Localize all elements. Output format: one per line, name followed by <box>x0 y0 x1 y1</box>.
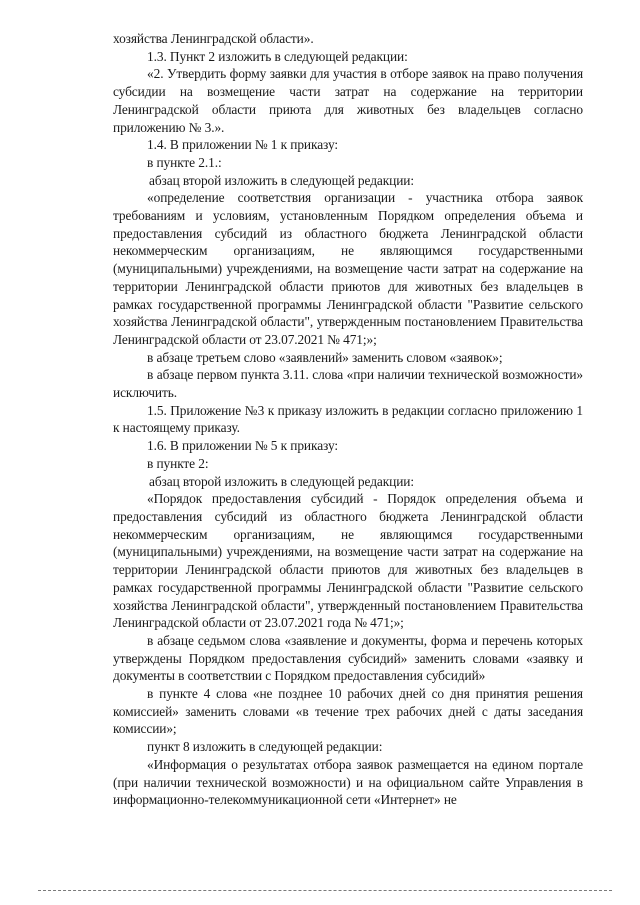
paragraph-point-4: в пункте 4 слова «не позднее 10 рабочих дней со дня принятия решения комиссией» заменить словами «в течение трех рабочих дней с даты заседания комиссии»; <box>113 686 583 737</box>
paragraph-item-1-4: 1.4. В приложении № 1 к приказу: <box>147 137 338 153</box>
bottom-rule <box>38 890 612 891</box>
paragraph-point-8: пункт 8 изложить в следующей редакции: <box>147 739 383 755</box>
paragraph-point-2: в пункте 2: <box>147 455 209 471</box>
paragraph-item-2-quote: «2. Утвердить форму заявки для участия в отборе заявок на право получения субсидии на возмещение части затрат на содержание на территории Ленинградской области приюта для животных без владельцев согласно приложению № 3.». <box>113 66 583 135</box>
paragraph-point-2-1: в пункте 2.1.: <box>147 154 222 170</box>
paragraph-second-abzac-2: абзац второй изложить в следующей редакции: <box>149 473 414 489</box>
paragraph-item-1-3: 1.3. Пункт 2 изложить в следующей редакции: <box>147 48 408 64</box>
paragraph-item-1-6: 1.6. В приложении № 5 к приказу: <box>147 438 338 454</box>
paragraph-second-abzac: абзац второй изложить в следующей редакции: <box>149 172 414 188</box>
paragraph-third-abzac: в абзаце третьем слово «заявлений» заменить словом «заявок»; <box>147 349 503 365</box>
document-body <box>113 30 583 809</box>
paragraph-procedure-quote: «Порядок предоставления субсидий - Порядок определения объема и предоставления субсидий из областного бюджета Ленинградской области некоммерческим организациям, не являющимся государственными (муниципальными) учреждениями, на возмещение части затрат на содержание на территории Ленинградской области приютов для животных без владельцев в рамках государственной программы Ленинградской области "Развитие сельского хозяйства Ленинградской области", утвержденный постановлением Правительства Ленинградской области от 23.07.2021 года № 471;»; <box>113 491 583 631</box>
paragraph-results-quote: «Информация о результатах отбора заявок размещается на едином портале (при наличии технической возможности) и на официальном сайте Управления в информационно-телекоммуникационной сети «Интернет» не <box>113 756 583 808</box>
paragraph-definition-quote: «определение соответствия организации - участника отбора заявок требованиям и условиям, установленным Порядком определения объема и предоставления субсидий из областного бюджета Ленинградской области некоммерческим организациям, не являющимся государственными (муниципальными) учреждениями, на возмещение части затрат на содержание на территории Ленинградской области приютов для животных без владельцев в рамках государственной программы Ленинградской области "Развитие сельского хозяйства Ленинградской области", утвержденным постановлением Правительства Ленинградской области от 23.07.2021 № 471;»; <box>113 190 583 347</box>
paragraph-seventh-abzac: в абзаце седьмом слова «заявление и документы, форма и перечень которых утверждены Порядком предоставления субсидий» заменить словами «заявку и документы в соответствии с Порядком предоставления субсидий» <box>113 632 583 684</box>
paragraph-item-1-5: 1.5. Приложение №3 к приказу изложить в редакции согласно приложению 1 к настоящему приказу. <box>113 402 583 436</box>
paragraph-continuation: хозяйства Ленинградской области». <box>113 31 314 46</box>
paragraph-point-3-11: в абзаце первом пункта 3.11. слова «при наличии технической возможности» исключить. <box>113 367 583 401</box>
